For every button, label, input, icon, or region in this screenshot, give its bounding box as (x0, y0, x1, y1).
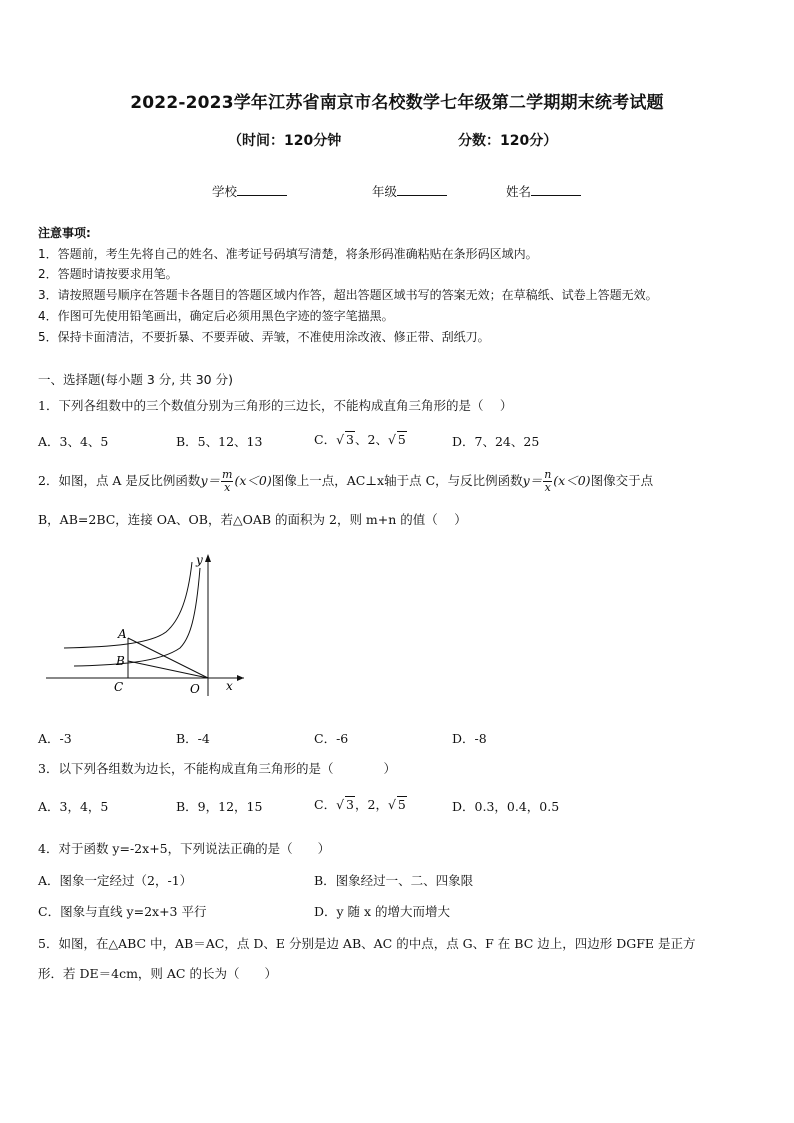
label-x: x (226, 679, 233, 693)
note-item-1: 1．答题前，考生先将自己的姓名、准考证号码填写清楚，将条形码准确粘贴在条形码区域内。 (38, 247, 538, 261)
note-item-3: 3．请按照题号顺序在答题卡各题目的答题区域内作答，超出答题区域书写的答案无效；在草稿纸、试卷上答题无效。 (38, 288, 658, 302)
school-label: 学校 (212, 184, 238, 199)
curve-m (64, 562, 192, 648)
note-item-2: 2．答题时请按要求用笔。 (38, 267, 178, 281)
q1-sqrt-1: 3 (346, 432, 354, 447)
q2-option-b: B．-4 (176, 731, 210, 746)
q3-sqrt-1: 3 (346, 797, 354, 812)
q2-fraction-m: $\frac{m}{x}$ (222, 468, 233, 494)
label-c: C (114, 680, 124, 694)
q3-sqrt-2: 5 (397, 797, 406, 812)
grade-field (372, 182, 447, 200)
q3-option-b: B．9，12，15 (176, 799, 263, 814)
notes-heading: 注意事项: (38, 226, 91, 240)
school-field (212, 182, 287, 200)
q1-option-a: A．3、4、5 (38, 434, 109, 449)
grade-label: 年级 (372, 184, 398, 199)
q2-option-d: D．-8 (452, 731, 487, 746)
label-a: A (118, 627, 127, 641)
q4-option-a: A．图象一定经过（2，-1） (38, 873, 193, 888)
q3-option-c: C．√ 3，2，√ 5 (314, 797, 406, 812)
q3-option-a: A．3，4，5 (38, 799, 109, 814)
school-blank (237, 183, 287, 196)
name-field (506, 182, 581, 200)
label-o: O (190, 682, 200, 696)
q3-stem: 3．以下列各组数为边长，不能构成直角三角形的是（ ） (38, 761, 396, 776)
q1-option-c: C．√ 3、2、√ 5 (314, 432, 406, 447)
q1-stem: 1．下列各组数中的三个数值分别为三角形的三边长，不能构成直角三角形的是（ ） (38, 398, 513, 413)
page-title: 2022-2023学年江苏省南京市名校数学七年级第二学期期末统考试题 (130, 93, 664, 113)
note-item-5: 5．保持卡面清洁，不要折暴、不要弄破、弄皱，不准使用涂改液、修正带、刮纸刀。 (38, 330, 490, 344)
label-y: y (196, 553, 203, 567)
q2-stem-line2: B，AB=2BC，连接 OA、OB，若△OAB 的面积为 2，则 m+n 的值（ ） (38, 512, 467, 527)
q5-stem-line1: 5．如图，在△ABC 中，AB＝AC，点 D、E 分别是边 AB、AC 的中点，点 G、F 在 BC 边上，四边形 DGFE 是正方 (38, 936, 696, 951)
q2-stem-line1: 2．如图，点 A 是反比例函数y＝ $\frac{m}{x}$ (x＜0)图像上一点，AC⊥x轴于点 C，与反比例函数y＝ $\frac{n}{x}$ (x＜0)图像交于点 (38, 468, 654, 494)
curve-n (74, 568, 200, 666)
exam-time: （时间：120分钟 (228, 133, 342, 149)
q2-option-c: C．-6 (314, 731, 349, 746)
name-label: 姓名 (506, 184, 532, 199)
label-b: B (116, 654, 125, 668)
q2-figure (40, 548, 250, 700)
q1-option-d: D．7、24、25 (452, 434, 540, 449)
segment-oa (128, 638, 208, 678)
q3-option-d: D．0.3，0.4，0.5 (452, 799, 560, 814)
y-axis-arrow (205, 554, 211, 562)
name-blank (531, 183, 581, 196)
section-heading: 一、选择题(每小题 3 分, 共 30 分) (38, 372, 233, 387)
grade-blank (397, 183, 447, 196)
q4-option-b: B．图象经过一、二、四象限 (314, 873, 474, 888)
q1-sqrt-2: 5 (397, 432, 406, 447)
q4-option-d: D．y 随 x 的增大而增大 (314, 904, 451, 919)
q2-fraction-n: $\frac{n}{x}$ (544, 468, 552, 494)
exam-score: 分数：120分） (458, 133, 558, 149)
q2-option-a: A．-3 (38, 731, 72, 746)
q4-option-c: C．图象与直线 y=2x+3 平行 (38, 904, 207, 919)
x-axis-arrow (237, 675, 244, 681)
note-item-4: 4．作图可先使用铅笔画出，确定后必须用黑色字迹的签字笔描黑。 (38, 309, 394, 323)
q1-option-b: B．5、12、13 (176, 434, 263, 449)
q4-stem: 4．对于函数 y=-2x+5，下列说法正确的是（ ） (38, 841, 331, 856)
segment-ob (128, 661, 208, 678)
q5-stem-line2: 形．若 DE＝4cm，则 AC 的长为（ ） (38, 966, 277, 981)
